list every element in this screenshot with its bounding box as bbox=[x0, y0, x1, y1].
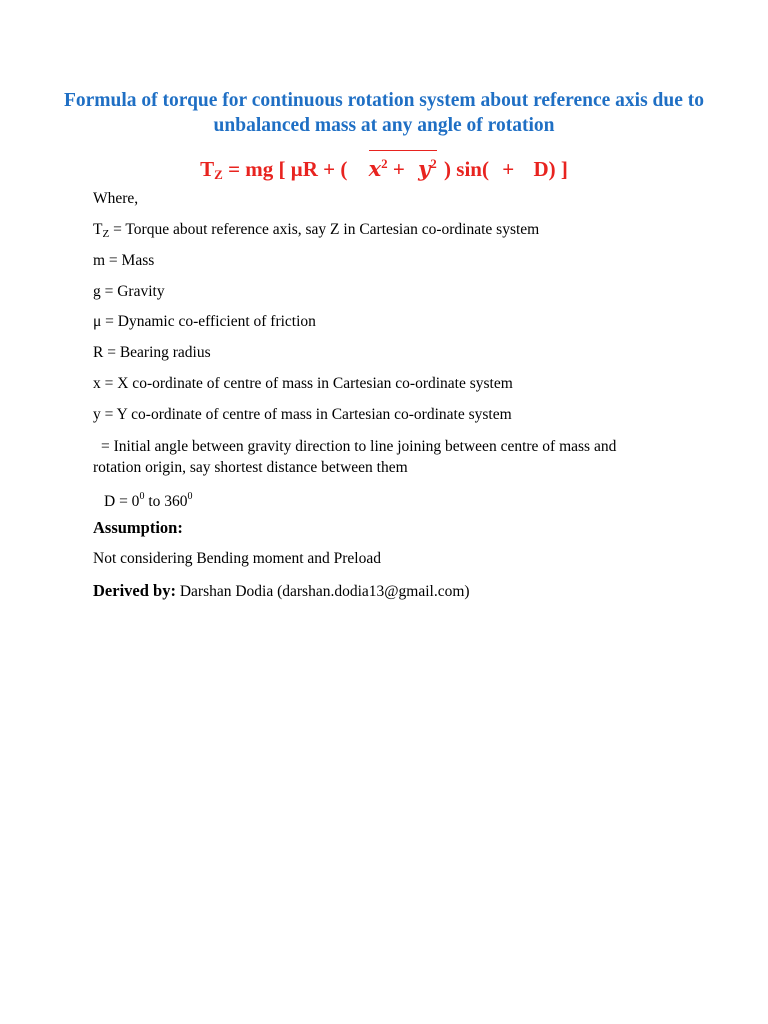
definition-d-sup-2: 0 bbox=[187, 491, 193, 502]
definition-d-prefix: D = 0 bbox=[104, 493, 140, 510]
formula-lhs: T bbox=[200, 157, 215, 181]
definition-m: m = Mass bbox=[93, 252, 155, 269]
definition-tz-symbol: T bbox=[93, 221, 103, 238]
formula-plus-2: + bbox=[502, 157, 515, 181]
torque-formula bbox=[0, 148, 768, 191]
definition-d-mid: to 360 bbox=[144, 493, 188, 510]
formula-y: y bbox=[418, 156, 431, 181]
formula-x-exponent: 2 bbox=[381, 156, 388, 171]
document-title: Formula of torque for continuous rotation system about reference axis due to unbalanced mass at any angle of rotation bbox=[63, 90, 705, 136]
formula-plus: + bbox=[387, 157, 411, 181]
formula-sqrt-term bbox=[367, 148, 439, 185]
formula-x: x bbox=[368, 156, 382, 181]
derived-by-line bbox=[93, 581, 470, 602]
definition-mu: μ = Dynamic co-efficient of friction bbox=[93, 313, 316, 330]
definition-g: g = Gravity bbox=[93, 283, 165, 300]
definition-tz-subscript: Z bbox=[102, 228, 110, 240]
definition-r: R = Bearing radius bbox=[93, 344, 211, 361]
definition-theta: = Initial angle between gravity direction to line joining between centre of mass and rotation origin, say shortest distance between them bbox=[93, 438, 617, 476]
formula-part-2: ) sin( bbox=[438, 157, 495, 181]
where-label: Where, bbox=[93, 190, 139, 207]
derived-by-author: Darshan Dodia (darshan.dodia13@gmail.com) bbox=[175, 583, 470, 600]
definition-d-sup-1: 0 bbox=[139, 491, 145, 502]
assumption-heading: Assumption: bbox=[93, 518, 183, 537]
formula-part-3: D) ] bbox=[528, 157, 568, 181]
formula-y-exponent: 2 bbox=[430, 156, 437, 171]
formula-part-1: = mg [ μR + ( bbox=[222, 157, 353, 181]
definition-y: y = Y co-ordinate of centre of mass in Cartesian co-ordinate system bbox=[93, 406, 512, 423]
assumption-text: Not considering Bending moment and Preload bbox=[93, 550, 381, 567]
formula-lhs-subscript: Z bbox=[214, 167, 223, 182]
definition-tz bbox=[93, 220, 539, 244]
definition-tz-text: = Torque about reference axis, say Z in Cartesian co-ordinate system bbox=[109, 221, 540, 238]
definition-x: x = X co-ordinate of centre of mass in Cartesian co-ordinate system bbox=[93, 375, 513, 392]
derived-by-label: Derived by: bbox=[93, 581, 176, 600]
definition-d bbox=[104, 487, 193, 512]
